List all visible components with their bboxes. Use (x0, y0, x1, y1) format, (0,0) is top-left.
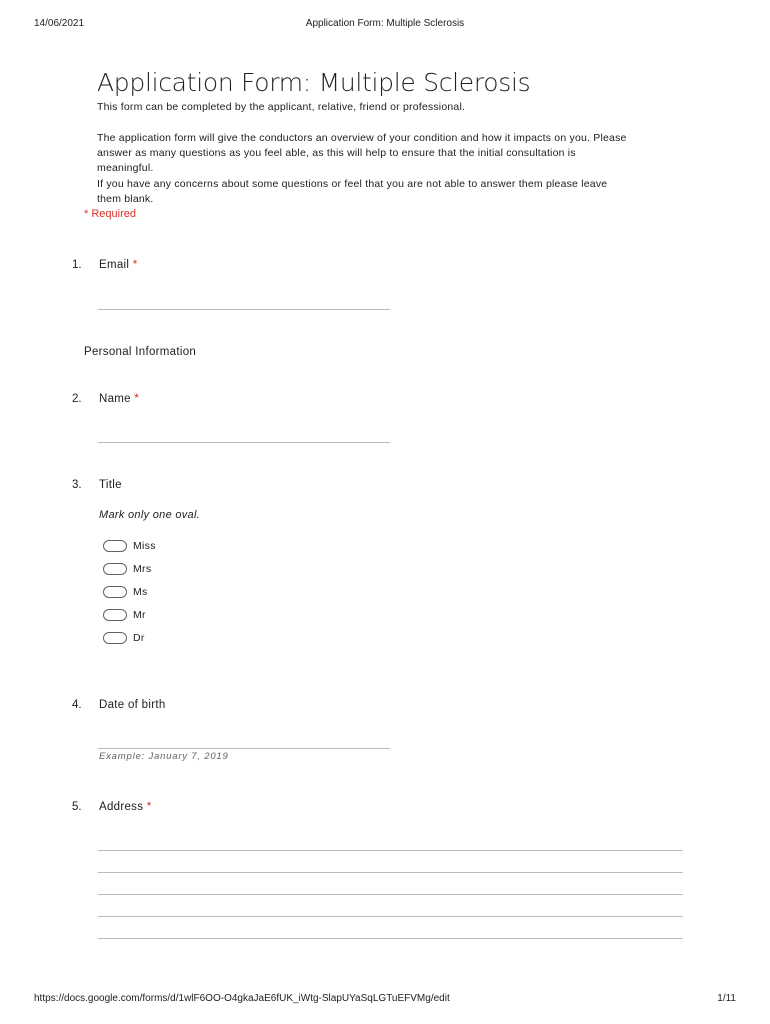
question-number: 3. (72, 479, 82, 491)
section-title: Personal Information (84, 346, 197, 358)
radio-oval[interactable] (103, 632, 127, 644)
question-email-label (99, 259, 138, 271)
radio-oval[interactable] (103, 586, 127, 598)
address-field-line[interactable] (98, 850, 683, 851)
form-description-line: meaningful. (97, 162, 154, 174)
question-label-text: Name (99, 393, 131, 405)
question-number: 2. (72, 393, 82, 405)
print-url: https://docs.google.com/forms/d/1wlF6OO-O4gkaJaE6fUK_iWtg-SlapUYaSqLGTuEFVMg/edit (34, 993, 450, 1004)
form-description-line: This form can be completed by the applicant, relative, friend or professional. (97, 101, 466, 113)
required-asterisk: * (146, 801, 152, 813)
question-number: 5. (72, 801, 82, 813)
question-address-label (99, 801, 152, 813)
date-example-hint: Example: January 7, 2019 (99, 751, 229, 762)
option-label: Miss (133, 540, 156, 552)
question-label-text: Address (99, 801, 144, 813)
title-option-mr[interactable] (103, 608, 146, 622)
required-asterisk: * (134, 393, 140, 405)
address-field-line[interactable] (98, 916, 683, 917)
form-title: Application Form: Multiple Sclerosis (97, 68, 531, 97)
form-description-line: them blank. (97, 193, 154, 205)
radio-oval[interactable] (103, 563, 127, 575)
address-field-line[interactable] (98, 872, 683, 873)
option-label: Mr (133, 609, 146, 621)
title-option-ms[interactable] (103, 585, 148, 599)
question-number: 1. (72, 259, 82, 271)
email-field[interactable] (98, 309, 390, 310)
form-description-line: The application form will give the conductors an overview of your condition and how it impacts on you. Please (97, 132, 627, 144)
question-dob-label: Date of birth (99, 699, 166, 711)
radio-oval[interactable] (103, 540, 127, 552)
address-field-line[interactable] (98, 938, 683, 939)
form-description-line: If you have any concerns about some questions or feel that you are not able to answer them please leave (97, 178, 608, 190)
title-option-dr[interactable] (103, 631, 145, 645)
question-number: 4. (72, 699, 82, 711)
name-field[interactable] (98, 442, 390, 443)
option-label: Dr (133, 632, 145, 644)
address-field-line[interactable] (98, 894, 683, 895)
option-label: Mrs (133, 563, 152, 575)
question-hint: Mark only one oval. (99, 509, 201, 521)
print-header-title: Application Form: Multiple Sclerosis (305, 18, 465, 29)
question-title-label: Title (99, 479, 122, 491)
question-label-text: Email (99, 259, 130, 271)
form-description-line: answer as many questions as you feel able, as this will help to ensure that the initial consultation is (97, 147, 576, 159)
date-of-birth-field[interactable] (98, 748, 390, 749)
print-date: 14/06/2021 (34, 18, 85, 29)
question-name-label (99, 393, 139, 405)
radio-oval[interactable] (103, 609, 127, 621)
page-number: 1/11 (717, 993, 736, 1004)
required-note: * Required (84, 208, 136, 220)
title-option-mrs[interactable] (103, 562, 151, 576)
required-asterisk: * (132, 259, 138, 271)
option-label: Ms (133, 586, 148, 598)
title-option-miss[interactable] (103, 539, 156, 553)
